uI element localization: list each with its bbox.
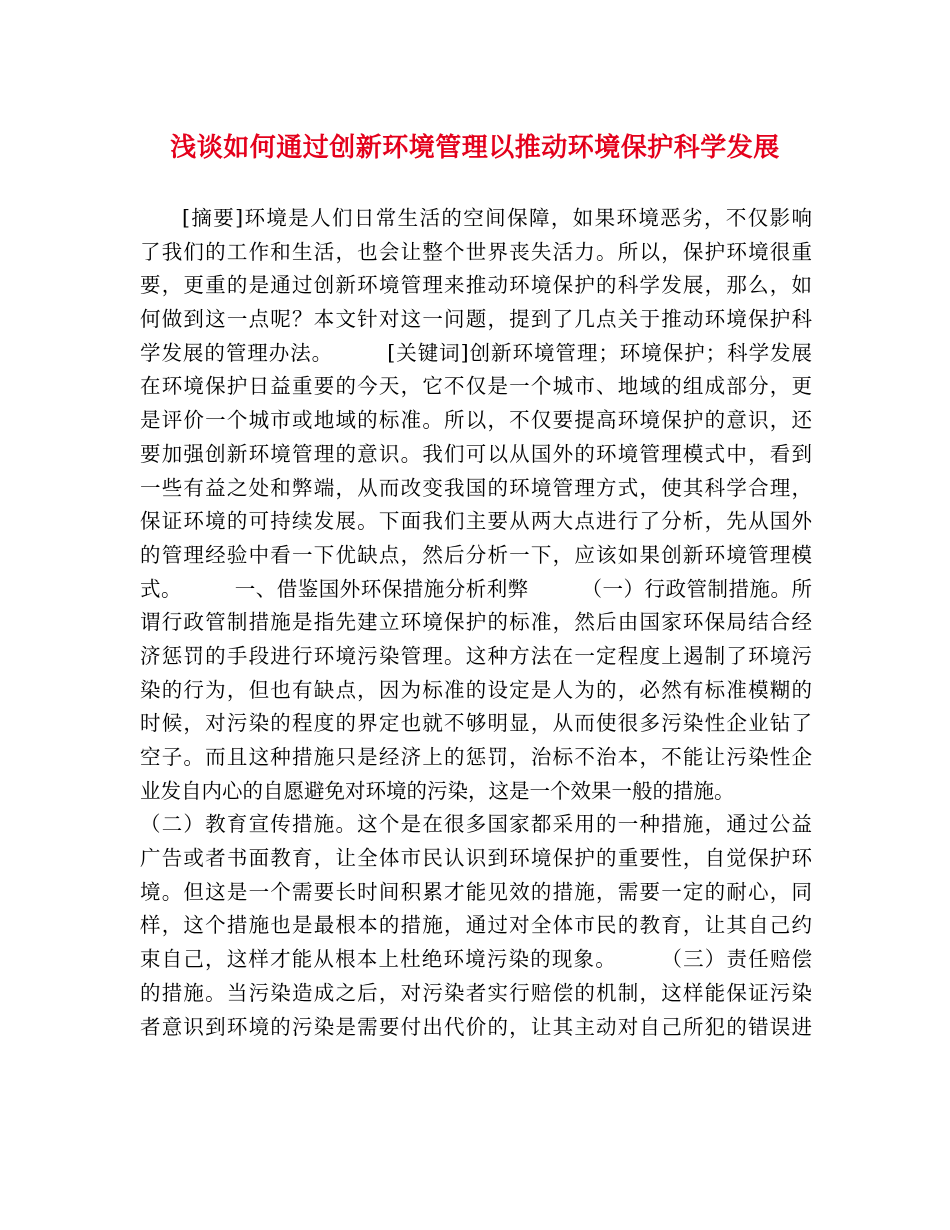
body-line: 广告或者书面教育，让全体市民认识到环境保护的重要性，自觉保护环 xyxy=(140,846,812,871)
body-line: 时候，对污染的程度的界定也就不够明显，从而使很多污染性企业钻了 xyxy=(140,711,812,736)
body-line: 学发展的管理办法。 [关键词]创新环境管理；环境保护；科学发展 xyxy=(140,340,812,365)
body-line: 者意识到环境的污染是需要付出代价的，让其主动对自己所犯的错误进 xyxy=(140,1014,812,1039)
body-line: 要，更重的是通过创新环境管理来推动环境保护的科学发展，那么，如 xyxy=(140,273,812,298)
body-line: [摘要]环境是人们日常生活的空间保障，如果环境恶劣，不仅影响 xyxy=(182,206,812,230)
body-line: 束自己，这样才能从根本上杜绝环境污染的现象。 （三）责任赔偿 xyxy=(140,947,812,972)
body-line: 的管理经验中看一下优缺点，然后分析一下，应该如果创新环境管理模 xyxy=(140,542,812,567)
body-line: 了我们的工作和生活，也会让整个世界丧失活力。所以，保护环境很重 xyxy=(140,239,812,264)
body-line: 染的行为，但也有缺点，因为标准的设定是人为的，必然有标准模糊的 xyxy=(140,677,812,702)
body-line: （二）教育宣传措施。这个是在很多国家都采用的一种措施，通过公益 xyxy=(140,812,812,837)
body-line: 在环境保护日益重要的今天，它不仅是一个城市、地域的组成部分，更 xyxy=(140,374,812,399)
body-line: 空子。而且这种措施只是经济上的惩罚，治标不治本，不能让污染性企 xyxy=(140,745,812,769)
document-body xyxy=(140,202,812,1044)
body-line: 境。但这是一个需要长时间积累才能见效的措施，需要一定的耐心，同 xyxy=(140,879,812,904)
body-line: 济惩罚的手段进行环境污染管理。这种方法在一定程度上遏制了环境污 xyxy=(140,643,812,668)
body-line: 谓行政管制措施是指先建立环境保护的标准，然后由国家环保局结合经 xyxy=(140,610,812,635)
body-line: 何做到这一点呢？本文针对这一问题，提到了几点关于推动环境保护科 xyxy=(140,307,812,332)
body-line: 是评价一个城市或地域的标准。所以，不仅要提高环境保护的意识，还 xyxy=(140,408,812,433)
body-line: 样，这个措施也是最根本的措施，通过对全体市民的教育，让其自己约 xyxy=(140,913,812,938)
body-line: 保证环境的可持续发展。下面我们主要从两大点进行了分析，先从国外 xyxy=(140,509,812,534)
body-line: 要加强创新环境管理的意识。我们可以从国外的环境管理模式中，看到 xyxy=(140,441,812,466)
body-line: 业发自内心的自愿避免对环境的污染，这是一个效果一般的措施。 xyxy=(140,778,735,803)
body-line: 的措施。当污染造成之后，对污染者实行赔偿的机制，这样能保证污染 xyxy=(140,980,812,1005)
document-title: 浅谈如何通过创新环境管理以推动环境保护科学发展 xyxy=(170,133,780,163)
body-line: 一些有益之处和弊端，从而改变我国的环境管理方式，使其科学合理， xyxy=(140,475,812,500)
body-line: 式。 一、借鉴国外环保措施分析利弊 （一）行政管制措施。所 xyxy=(140,576,812,601)
